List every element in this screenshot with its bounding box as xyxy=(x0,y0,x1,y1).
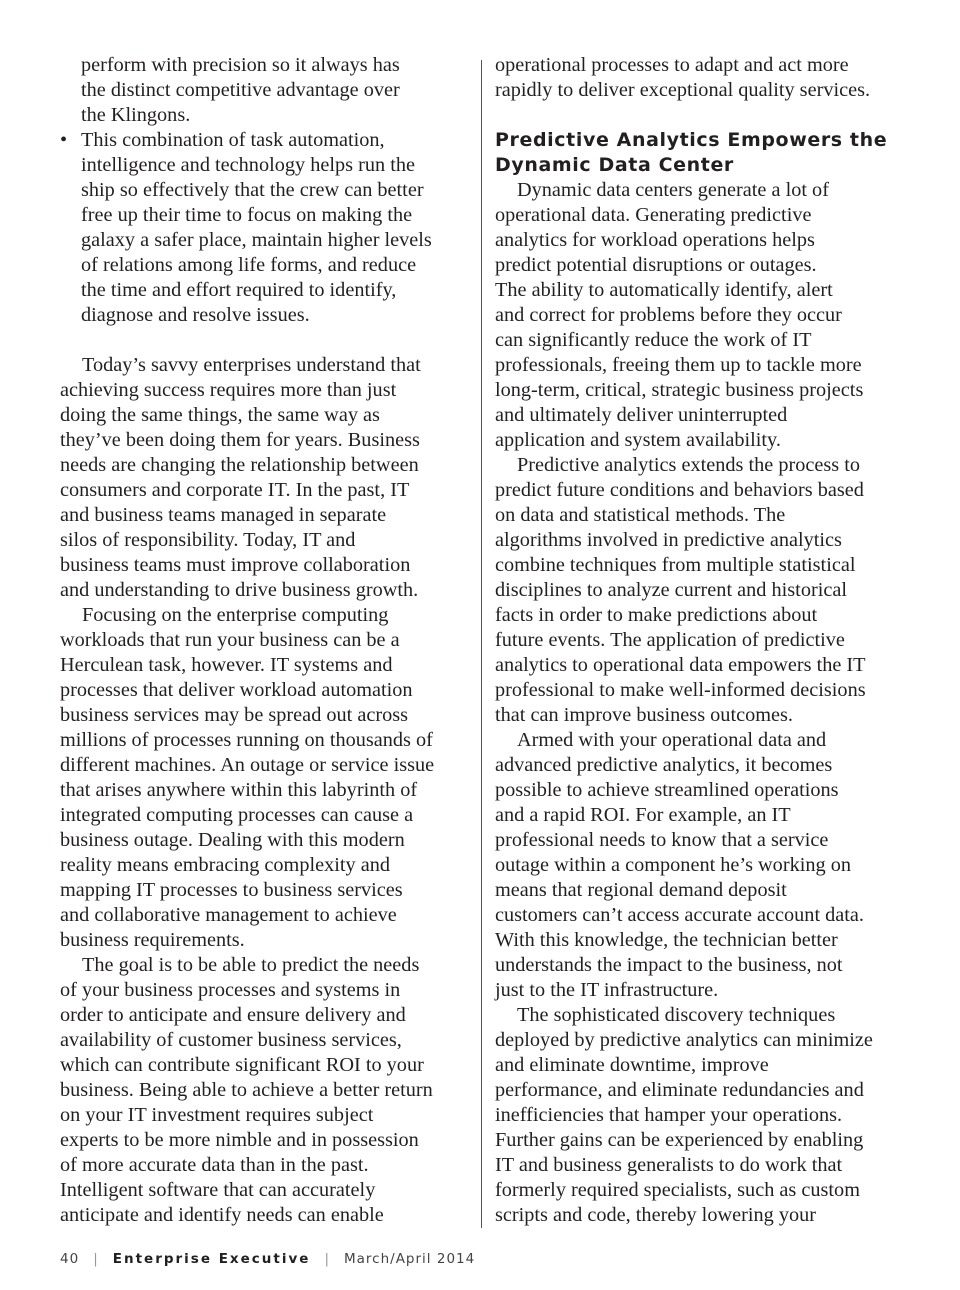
text-line: ship so effectively that the crew can better xyxy=(81,179,424,201)
text-line: Predictive Analytics Empowers the xyxy=(495,129,888,151)
text-line: galaxy a safer place, maintain higher levels xyxy=(81,229,432,251)
text-line: The goal is to be able to predict the needs xyxy=(82,954,420,976)
text-line: long-term, critical, strategic business projects xyxy=(495,379,864,401)
text-line: With this knowledge, the technician better xyxy=(495,929,838,951)
text-line: Armed with your operational data and xyxy=(517,729,827,751)
text-line: and correct for problems before they occur xyxy=(495,304,842,326)
text-line: Focusing on the enterprise computing xyxy=(82,604,389,626)
text-line: on data and statistical methods. The xyxy=(495,504,786,526)
text-line: mapping IT processes to business services xyxy=(60,879,403,901)
left-column xyxy=(60,53,470,1228)
bullet-text xyxy=(81,129,432,326)
footer-separator: | xyxy=(93,1251,99,1267)
text-line: analytics to operational data empowers the IT xyxy=(495,654,866,676)
page-number: 40 xyxy=(60,1251,80,1267)
text-line: the time and effort required to identify, xyxy=(81,279,397,301)
text-line: Intelligent software that can accurately xyxy=(60,1179,376,1201)
text-line: and collaborative management to achieve xyxy=(60,904,397,926)
text-line: combine techniques from multiple statistical xyxy=(495,554,856,576)
bullet-marker: • xyxy=(60,129,68,151)
bullet-continued xyxy=(60,53,470,128)
text-line: perform with precision so it always has xyxy=(81,54,400,76)
text-line: and eliminate downtime, improve xyxy=(495,1054,769,1076)
text-line: customers can’t access accurate account data. xyxy=(495,904,864,926)
text-line: millions of processes running on thousands of xyxy=(60,729,433,751)
text-line: that arises anywhere within this labyrinth of xyxy=(60,779,418,801)
text-line: free up their time to focus on making the xyxy=(81,204,413,226)
text-line: reality means embracing complexity and xyxy=(60,854,391,876)
text-line: Further gains can be experienced by enabling xyxy=(495,1129,864,1151)
paragraph-1 xyxy=(60,353,470,603)
text-line: processes that deliver workload automation xyxy=(60,679,413,701)
text-line: deployed by predictive analytics can minimize xyxy=(495,1029,873,1051)
text-line: different machines. An outage or service issue xyxy=(60,754,435,776)
text-line: This combination of task automation, xyxy=(81,129,385,151)
paragraph-3 xyxy=(60,953,470,1228)
text-line: Predictive analytics extends the process to xyxy=(517,454,860,476)
text-line: the Klingons. xyxy=(81,104,191,126)
text-line: analytics for workload operations helps xyxy=(495,229,815,251)
text-line: advanced predictive analytics, it becomes xyxy=(495,754,833,776)
section-heading xyxy=(495,128,905,178)
paragraph-7 xyxy=(495,1003,905,1228)
text-line: inefficiencies that hamper your operations. xyxy=(495,1104,843,1126)
text-line: consumers and corporate IT. In the past, IT xyxy=(60,479,410,501)
text-line: professional to make well-informed decisions xyxy=(495,679,866,701)
text-line: The sophisticated discovery techniques xyxy=(517,1004,836,1026)
text-line: Today’s savvy enterprises understand that xyxy=(82,354,421,376)
text-line: professionals, freeing them up to tackle more xyxy=(495,354,862,376)
text-line: and ultimately deliver uninterrupted xyxy=(495,404,788,426)
text-line: predict potential disruptions or outages. xyxy=(495,254,817,276)
text-line: professional needs to know that a service xyxy=(495,829,829,851)
text-line: experts to be more nimble and in possession xyxy=(60,1129,419,1151)
text-line: silos of responsibility. Today, IT and xyxy=(60,529,356,551)
paragraph-2 xyxy=(60,603,470,953)
text-line: on your IT investment requires subject xyxy=(60,1104,374,1126)
text-line: scripts and code, thereby lowering your xyxy=(495,1204,817,1226)
text-line: business teams must improve collaboration xyxy=(60,554,411,576)
text-line: diagnose and resolve issues. xyxy=(81,304,310,326)
text-line: can significantly reduce the work of IT xyxy=(495,329,812,351)
page-footer xyxy=(60,1251,475,1267)
text-line: doing the same things, the same way as xyxy=(60,404,380,426)
bullet-item xyxy=(60,128,470,328)
text-line: needs are changing the relationship between xyxy=(60,454,419,476)
text-line: operational data. Generating predictive xyxy=(495,204,812,226)
text-line: possible to achieve streamlined operations xyxy=(495,779,839,801)
text-line: Herculean task, however. IT systems and xyxy=(60,654,393,676)
text-line: means that regional demand deposit xyxy=(495,879,787,901)
column-divider xyxy=(481,60,482,1228)
text-line: The ability to automatically identify, alert xyxy=(495,279,833,301)
paragraph-6 xyxy=(495,728,905,1003)
text-line: facts in order to make predictions about xyxy=(495,604,818,626)
text-line: predict future conditions and behaviors based xyxy=(495,479,864,501)
text-line: application and system availability. xyxy=(495,429,781,451)
text-line: achieving success requires more than just xyxy=(60,379,397,401)
text-line: intelligence and technology helps run the xyxy=(81,154,415,176)
paragraph-5 xyxy=(495,453,905,728)
text-line: availability of customer business services, xyxy=(60,1029,402,1051)
text-line: of relations among life forms, and reduce xyxy=(81,254,417,276)
text-line: business services may be spread out across xyxy=(60,704,409,726)
text-line: the distinct competitive advantage over xyxy=(81,79,400,101)
text-line: Dynamic Data Center xyxy=(495,154,734,176)
text-line: business. Being able to achieve a better return xyxy=(60,1079,433,1101)
text-line: that can improve business outcomes. xyxy=(495,704,793,726)
text-line: algorithms involved in predictive analytics xyxy=(495,529,842,551)
text-line: workloads that run your business can be a xyxy=(60,629,400,651)
text-line: of more accurate data than in the past. xyxy=(60,1154,369,1176)
text-line: rapidly to deliver exceptional quality services. xyxy=(495,79,871,101)
text-line: and understanding to drive business growth. xyxy=(60,579,419,601)
text-line: understands the impact to the business, not xyxy=(495,954,843,976)
paragraph-4 xyxy=(495,178,905,453)
text-line: outage within a component he’s working on xyxy=(495,854,851,876)
text-line: and business teams managed in separate xyxy=(60,504,387,526)
text-line: and a rapid ROI. For example, an IT xyxy=(495,804,791,826)
text-line: operational processes to adapt and act more xyxy=(495,54,849,76)
text-line: performance, and eliminate redundancies and xyxy=(495,1079,864,1101)
text-line: of your business processes and systems in xyxy=(60,979,401,1001)
text-line: anticipate and identify needs can enable xyxy=(60,1204,384,1226)
footer-separator: | xyxy=(324,1251,330,1267)
text-line: which can contribute significant ROI to your xyxy=(60,1054,424,1076)
issue-date: March/April 2014 xyxy=(344,1251,476,1267)
text-line: just to the IT infrastructure. xyxy=(495,979,719,1001)
text-line: they’ve been doing them for years. Business xyxy=(60,429,420,451)
text-line: disciplines to analyze current and historical xyxy=(495,579,847,601)
text-line: Dynamic data centers generate a lot of xyxy=(517,179,829,201)
magazine-name: Enterprise Executive xyxy=(112,1251,311,1267)
right-column xyxy=(495,53,905,1228)
text-line: formerly required specialists, such as custom xyxy=(495,1179,860,1201)
text-line: order to anticipate and ensure delivery and xyxy=(60,1004,406,1026)
text-line: integrated computing processes can cause a xyxy=(60,804,414,826)
text-line: business outage. Dealing with this modern xyxy=(60,829,405,851)
text-line: business requirements. xyxy=(60,929,245,951)
paragraph-continued xyxy=(495,53,905,103)
text-line: future events. The application of predictive xyxy=(495,629,845,651)
text-line: IT and business generalists to do work that xyxy=(495,1154,843,1176)
